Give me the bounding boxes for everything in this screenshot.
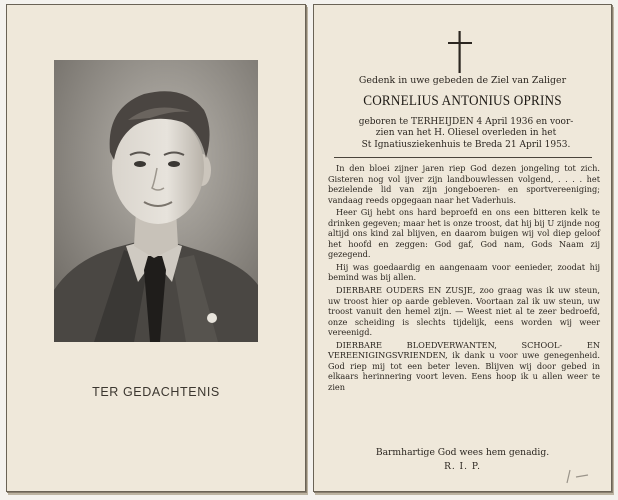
prayer-heading: Gedenk in uwe gebeden de Ziel van Zaliger	[358, 75, 567, 86]
portrait-photo	[54, 60, 258, 342]
memorial-card-front	[6, 4, 306, 492]
birth-line: geboren te TERHEIJDEN 4 April 1936 en voor-	[358, 117, 574, 127]
memorial-card-text	[313, 4, 612, 492]
birth-line: zien van het H. Oliesel overleden in het	[375, 128, 557, 139]
rip-line: R. I. P.	[444, 462, 481, 472]
memorial-paragraph: DIERBARE BLOEDVERWANTEN, SCHOOL- EN VEREENIGINGSVRIENDEN, ik dank u voor uwe genegenheid. God riep mij tot een beter leven. Blijven wij door gebed in elkaars herinnering voort leven. Eens hoop ik u allen weer te zien	[328, 339, 600, 392]
divider-line	[334, 157, 592, 158]
memorial-caption: TER GEDACHTENIS	[92, 385, 220, 399]
deceased-name: CORNELIUS ANTONIUS OPRINS	[363, 93, 562, 109]
birth-line: St Ignatiusziekenhuis te Breda 21 April 1953.	[361, 139, 571, 150]
memorial-paragraph: DIERBARE OUDERS EN ZUSJE, zoo graag was ik uw steun, uw troost hier op aarde gebleven. Voortaan zal ik uw steun, uw troost vanuit den hemel zijn. — Weest niet al te zeer bedroefd, onze scheiding is slechts tijdelijk, eens worden wij weer vereenigd.	[328, 285, 600, 338]
closing-prayer: Barmhartige God wees hem genadig.	[375, 447, 550, 458]
memorial-paragraph: Hij was goedaardig en aangenaam voor eenieder, zoodat hij bemind was bij allen.	[328, 261, 600, 283]
birth-death-details	[338, 117, 594, 151]
handwritten-mark	[564, 467, 594, 485]
memorial-paragraph: Heer Gij hebt ons hard beproefd en ons een bitteren kelk te drinken gegeven; maar het is onze troost, dat hij bij U zijnde nog altijd ons kind zal blijven, en daarom buigen wij vol diep geloof het hoofd en zeggen: God gaf, God nam, Gods Naam zij gezegend.	[328, 207, 600, 260]
memorial-paragraph: In den bloei zijner jaren riep God dezen jongeling tot zich. Gisteren nog vol ijver zijn landbouwlessen volgend, . . . . het bezielende lid van zijn jongeboeren- en sportvereeniging; vandaag reeds opgegaan naar het Vaderhuis.	[328, 163, 600, 205]
cross-icon	[445, 31, 475, 73]
memorial-text	[328, 163, 600, 394]
